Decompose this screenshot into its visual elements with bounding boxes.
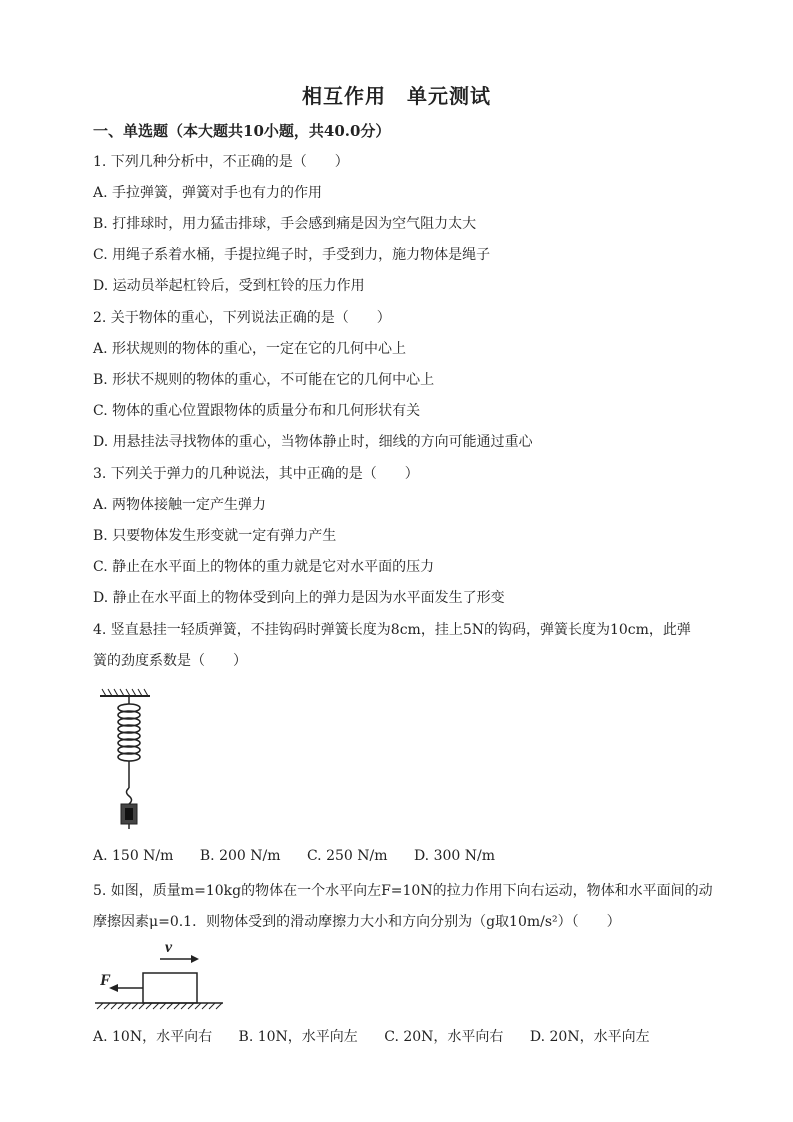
- question-5-option-a: A. 10N，水平向右: [93, 1029, 213, 1045]
- force-label: F: [100, 972, 111, 989]
- question-4-stem-line-1: 4. 竖直悬挂一轻质弹簧，不挂钩码时弹簧长度为8cm，挂上5N的钩码，弹簧长度为10cm，此弹: [93, 622, 691, 638]
- question-1-option-a: A. 手拉弹簧，弹簧对手也有力的作用: [93, 185, 323, 201]
- question-2-stem: 2. 关于物体的重心，下列说法正确的是（ ）: [93, 310, 391, 326]
- question-2-option-d: D. 用悬挂法寻找物体的重心，当物体静止时，细线的方向可能通过重心: [93, 434, 533, 450]
- spring-hanging-weight-figure: [92, 688, 162, 834]
- question-4-option-a: A. 150 N/m: [93, 848, 174, 864]
- question-3-option-c: C. 静止在水平面上的物体的重力就是它对水平面的压力: [93, 559, 435, 575]
- velocity-arrow-icon: [191, 955, 199, 963]
- question-4-stem-line-2: 簧的劲度系数是（ ）: [93, 653, 247, 669]
- question-1-option-b: B. 打排球时，用力猛击排球，手会感到痛是因为空气阻力太大: [93, 216, 477, 232]
- question-3-option-b: B. 只要物体发生形变就一定有弹力产生: [93, 528, 337, 544]
- section-heading: 一、单选题（本大题共10小题，共40.0分）: [93, 122, 391, 140]
- question-3-option-d: D. 静止在水平面上的物体受到向上的弹力是因为水平面发生了形变: [93, 590, 505, 606]
- question-4-option-b: B. 200 N/m: [199, 848, 281, 864]
- question-2-option-b: B. 形状不规则的物体的重心，不可能在它的几何中心上: [93, 372, 435, 388]
- question-5-stem-line-1: 5. 如图，质量m=10kg的物体在一个水平向左F=10N的拉力作用下向右运动，物体和水平面间的动: [93, 883, 713, 899]
- question-4-option-c: C. 250 N/m: [306, 848, 388, 864]
- question-3-option-a: A. 两物体接触一定产生弹力: [93, 497, 267, 513]
- question-1-stem: 1. 下列几种分析中，不正确的是（ ）: [93, 154, 349, 170]
- question-5-option-d: D. 20N，水平向左: [529, 1029, 650, 1045]
- question-5-option-c: C. 20N，水平向右: [384, 1029, 504, 1045]
- question-5-option-b: B. 10N，水平向左: [238, 1029, 358, 1045]
- page-title: 相互作用 单元测试: [302, 84, 491, 108]
- question-5-options: [93, 1026, 650, 1046]
- question-4-options: [93, 848, 495, 864]
- question-5-stem-line-2: 摩擦因素μ=0.1．则物体受到的滑动摩擦力大小和方向分别为（g取10m/s²）（ ）: [93, 914, 621, 930]
- block-force-figure: [95, 935, 230, 1017]
- question-2-option-a: A. 形状规则的物体的重心，一定在它的几何中心上: [93, 341, 407, 357]
- velocity-label: v: [165, 939, 173, 956]
- question-1-option-c: C. 用绳子系着水桶，手提拉绳子时，手受到力，施力物体是绳子: [93, 247, 491, 263]
- question-3-stem: 3. 下列关于弹力的几种说法，其中正确的是（ ）: [93, 466, 419, 482]
- question-4-option-d: D. 300 N/m: [413, 848, 495, 864]
- question-2-option-c: C. 物体的重心位置跟物体的质量分布和几何形状有关: [93, 403, 421, 419]
- question-1-option-d: D. 运动员举起杠铃后，受到杠铃的压力作用: [93, 278, 365, 294]
